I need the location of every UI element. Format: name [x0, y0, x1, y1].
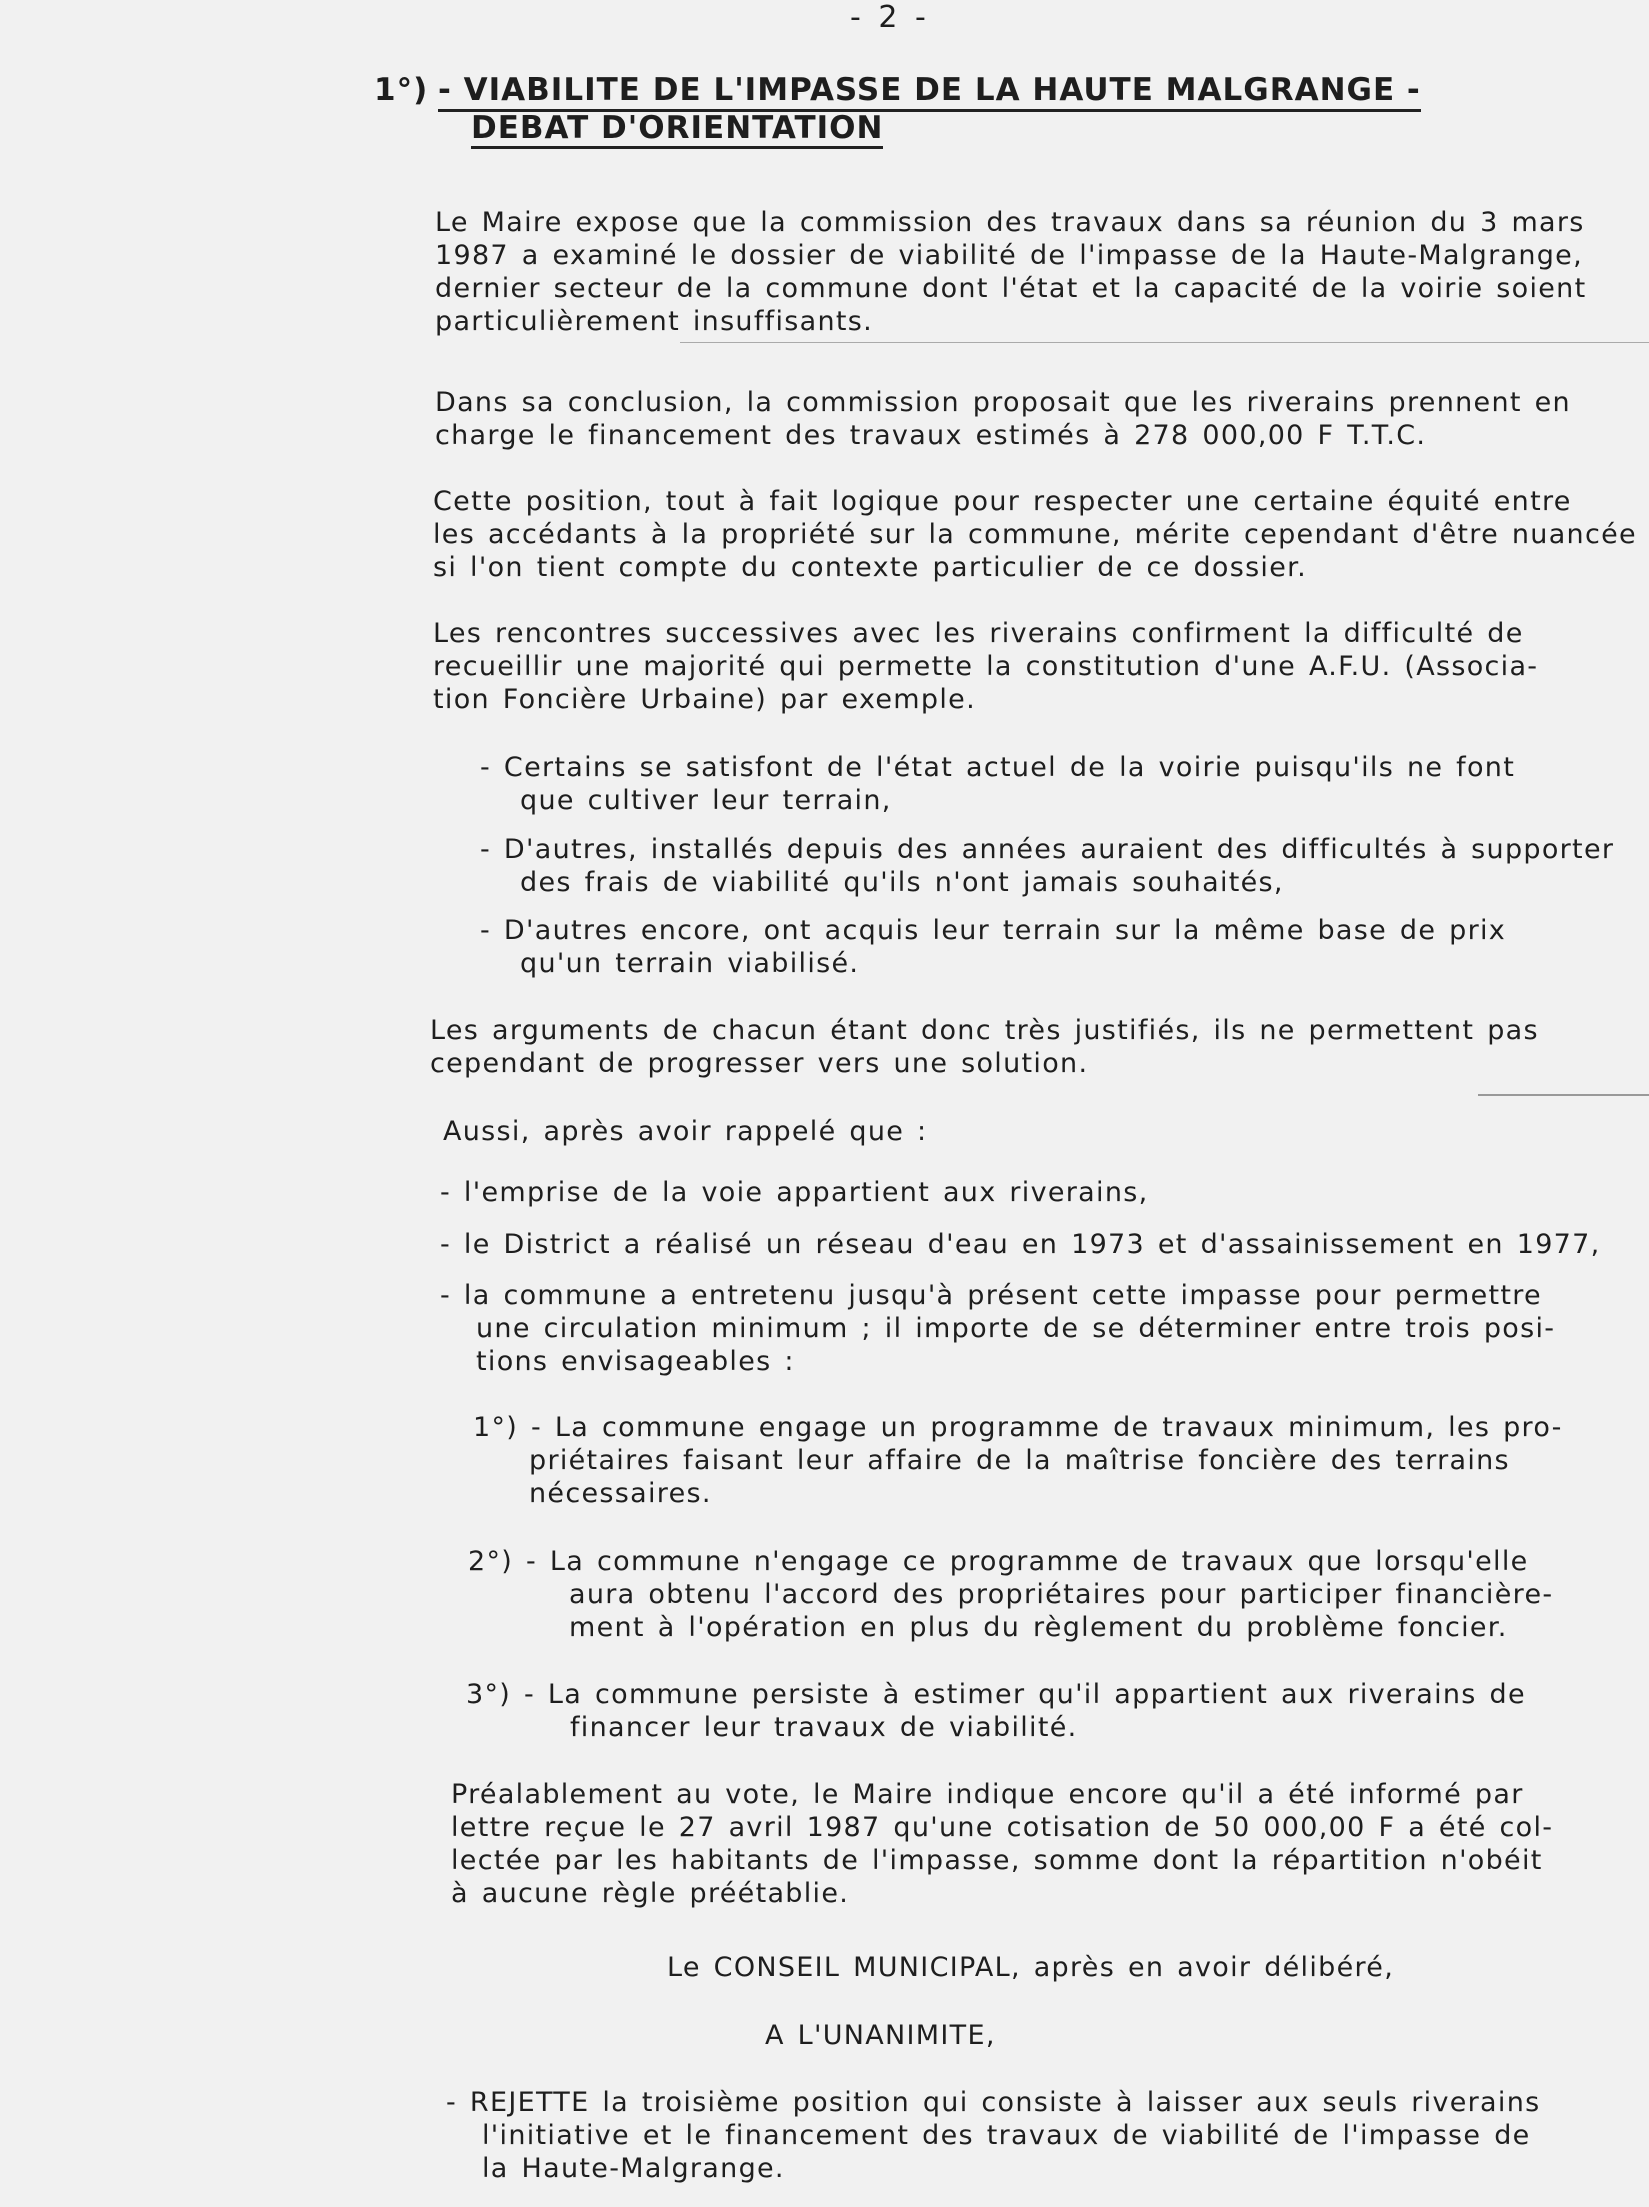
section-title-line-2: DEBAT D'ORIENTATION — [471, 110, 883, 149]
text-line: que cultiver leur terrain, — [520, 785, 892, 816]
rencontres-paragraph — [433, 617, 1538, 716]
text-line: une circulation minimum ; il importe de se déterminer entre trois posi- — [476, 1313, 1556, 1344]
unanimite-line: A L'UNANIMITE, — [765, 2020, 996, 2051]
text-line: les accédants à la propriété sur la commune, mérite cependant d'être nuancée — [433, 519, 1637, 550]
bullet-item — [440, 1279, 1555, 1378]
text-line: 2°) - La commune n'engage ce programme de travaux que lorsqu'elle — [468, 1546, 1529, 1577]
text-line: charge le financement des travaux estimés à 278 000,00 F T.T.C. — [435, 420, 1427, 451]
text-line: - D'autres encore, ont acquis leur terrain sur la même base de prix — [480, 915, 1507, 946]
option-item — [466, 1678, 1526, 1744]
bullet-item — [480, 914, 1506, 980]
text-line: tions envisageables : — [476, 1346, 795, 1377]
text-line: lettre reçue le 27 avril 1987 qu'une cotisation de 50 000,00 F a été col- — [451, 1812, 1554, 1843]
text-line: - REJETTE la troisième position qui consiste à laisser aux seuls riverains — [446, 2087, 1541, 2118]
text-line: Le Maire expose que la commission des travaux dans sa réunion du 3 mars — [435, 207, 1585, 238]
text-line: 1987 a examiné le dossier de viabilité de l'impasse de la Haute-Malgrange, — [435, 240, 1583, 271]
option-item — [468, 1545, 1553, 1644]
section-title-line-1: - VIABILITE DE L'IMPASSE DE LA HAUTE MALGRANGE - — [438, 72, 1421, 112]
conclusion-paragraph — [435, 386, 1571, 452]
bullet-item — [440, 1228, 1601, 1261]
text-line: financer leur travaux de viabilité. — [570, 1712, 1078, 1743]
text-line: - Certains se satisfont de l'état actuel de la voirie puisqu'ils ne font — [480, 752, 1516, 783]
page-number: - 2 - — [850, 0, 930, 35]
arguments-paragraph — [430, 1014, 1539, 1080]
text-line: Dans sa conclusion, la commission proposait que les riverains prennent en — [435, 387, 1571, 418]
text-line: tion Foncière Urbaine) par exemple. — [433, 684, 976, 715]
text-line: - la commune a entretenu jusqu'à présent cette impasse pour permettre — [440, 1280, 1542, 1311]
text-line: si l'on tient compte du contexte particulier de ce dossier. — [433, 552, 1307, 583]
section-number: 1°) — [374, 72, 429, 108]
text-line: à aucune règle préétablie. — [451, 1878, 850, 1909]
text-line: - le District a réalisé un réseau d'eau en 1973 et d'assainissement en 1977, — [440, 1229, 1601, 1260]
intro-paragraph — [435, 206, 1587, 338]
text-line: Cette position, tout à fait logique pour respecter une certaine équité entre — [433, 486, 1572, 517]
bullet-item — [440, 1176, 1149, 1209]
text-line: Les rencontres successives avec les riverains confirment la difficulté de — [433, 618, 1524, 649]
text-line: lectée par les habitants de l'impasse, somme dont la répartition n'obéit — [451, 1845, 1543, 1876]
text-line: la Haute-Malgrange. — [482, 2153, 785, 2184]
text-line: aura obtenu l'accord des propriétaires pour participer financière- — [569, 1579, 1554, 1610]
text-line: nécessaires. — [529, 1478, 712, 1509]
text-line: particulièrement insuffisants. — [435, 306, 874, 337]
prealable-paragraph — [451, 1778, 1553, 1910]
divider-line — [680, 342, 1649, 343]
text-line: dernier secteur de la commune dont l'état et la capacité de la voirie soient — [435, 273, 1587, 304]
text-line: ment à l'opération en plus du règlement du problème foncier. — [569, 1612, 1508, 1643]
bullet-item — [480, 833, 1614, 899]
position-paragraph — [433, 485, 1637, 584]
section-title — [374, 72, 1421, 146]
text-line: - D'autres, installés depuis des années auraient des difficultés à supporter — [480, 834, 1615, 865]
text-line: qu'un terrain viabilisé. — [520, 948, 860, 979]
text-line: l'initiative et le financement des travaux de viabilité de l'impasse de — [482, 2120, 1531, 2151]
text-line: des frais de viabilité qu'ils n'ont jamais souhaités, — [520, 867, 1284, 898]
divider-line — [1478, 1094, 1649, 1096]
text-line: recueillir une majorité qui permette la constitution d'une A.F.U. (Associa- — [433, 651, 1539, 682]
text-line: cependant de progresser vers une solution. — [430, 1048, 1089, 1079]
conseil-line: Le CONSEIL MUNICIPAL, après en avoir délibéré, — [667, 1952, 1395, 1983]
text-line: Les arguments de chacun étant donc très justifiés, ils ne permettent pas — [430, 1015, 1539, 1046]
rejette-paragraph — [446, 2086, 1540, 2185]
text-line: Préalablement au vote, le Maire indique encore qu'il a été informé par — [451, 1779, 1524, 1810]
bullet-item — [480, 751, 1515, 817]
aussi-line: Aussi, après avoir rappelé que : — [443, 1116, 928, 1147]
text-line: 1°) - La commune engage un programme de travaux minimum, les pro- — [473, 1412, 1563, 1443]
text-line: priétaires faisant leur affaire de la maîtrise foncière des terrains — [529, 1445, 1510, 1476]
text-line: 3°) - La commune persiste à estimer qu'il appartient aux riverains de — [466, 1679, 1526, 1710]
option-item — [473, 1411, 1563, 1510]
text-line: - l'emprise de la voie appartient aux riverains, — [440, 1177, 1149, 1208]
